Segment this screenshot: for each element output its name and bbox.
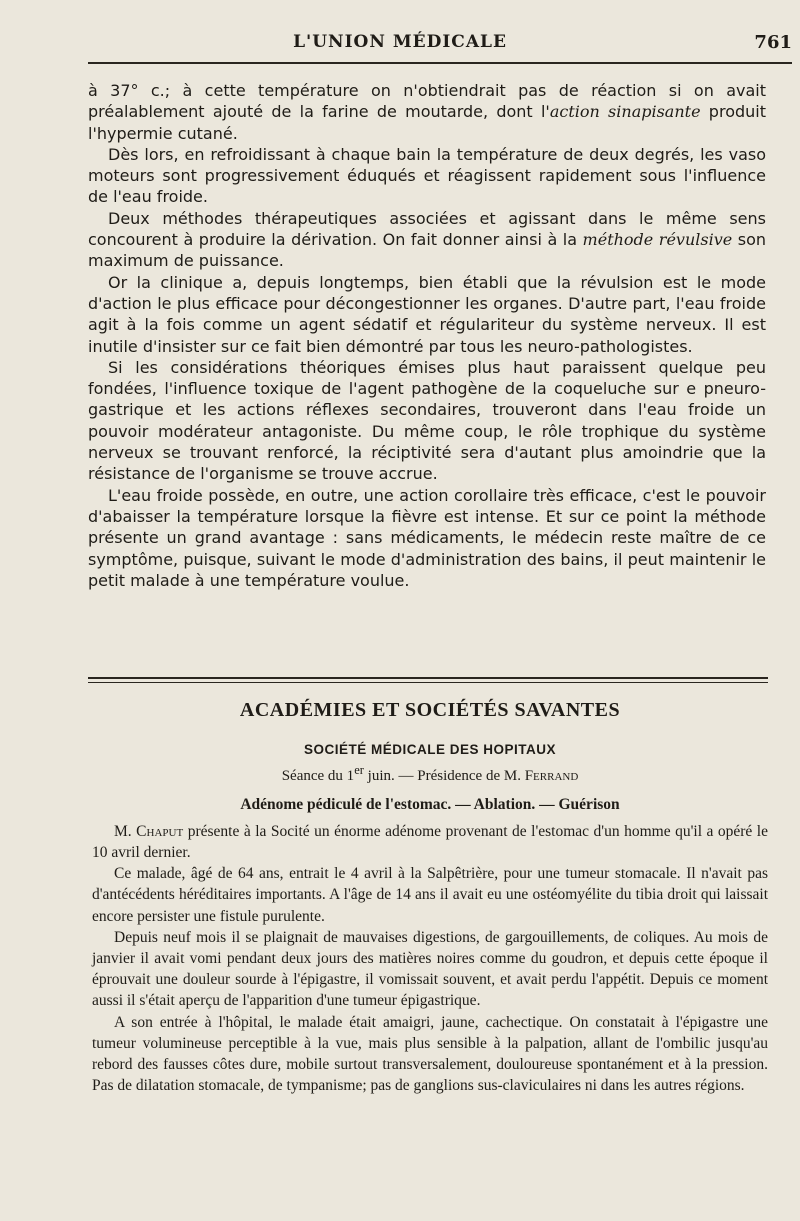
paragraph: Deux méthodes thérapeutiques associées et agissant dans le même sens concourent à produire la dérivation. On fait donner ainsi à la méthode révulsive son maximum de puissance. [88,208,767,271]
header-rule [88,62,792,64]
running-header [0,26,800,60]
paragraph: A son entrée à l'hôpital, le malade était amaigri, jaune, cachectique. On constatait à l'épigastre une tumeur volumineuse perceptible à la vue, mais plus sensible à la palpation, allant de l'ombilic jusqu'au rebord des fausses côtes dure, mobile surtout transversalement, douloureuse spontanément et à la pression. Pas de dilatation stomacale, de tympanisme; pas de ganglions sus-claviculaires ni dans les autres régions. [92,1013,768,1095]
paragraph: Si les considérations théoriques émises plus haut paraissent quelque peu fondées, l'influence toxique de l'agent pathogène de la coqueluche sur e pneuro-gastrique et les actions réflexes secondaires, trouveront dans l'eau froide un pouvoir modérateur antagoniste. Du même coup, le rôle trophique du système nerveux se trouvant renforcé, la réciptivité sera d'autant plus amoindrie que la résistance de l'organisme se trouve accrue. [88,357,766,484]
journal-title: L'UNION MÉDICALE [293,32,507,52]
society-name: SOCIÉTÉ MÉDICALE DES HOPITAUX [303,742,557,758]
paragraph: Dès lors, en refroidissant à chaque bain la température de deux degrés, les vaso moteurs sont progressivement éduqués et réagissent rapidement sous l'influence de l'eau froide. [88,144,766,207]
society-report [92,700,768,1096]
section-title: ACADÉMIES ET SOCIÉTÉS SAVANTES [239,699,621,721]
paragraph: M. Chaput présente à la Socité un énorme adénome provenant de l'estomac d'un homme qu'il a opéré le 10 avril dernier. [92,822,768,862]
italic-term: action sinapisante [549,102,701,122]
author-name: Chaput [136,822,184,840]
section-divider [88,677,768,679]
president-name: Ferrand [524,768,579,785]
article-continuation [88,80,766,591]
section-divider [88,682,768,683]
paragraph: Depuis neuf mois il se plaignait de mauvaises digestions, de gargouillements, de coliques. Au mois de janvier il avait vomi pendant deux jours des matières noires comme du goudron, et depuis cette époque il éprouvait une douleur sourde à l'épigastre, il vomissait souvent, et avait perdu l'appétit. Depuis ce moment aussi il s'était aperçu de l'apparition d'une tumeur épigastrique. [92,928,768,1010]
paragraph: Or la clinique a, depuis longtemps, bien établi que la révulsion est le mode d'action le plus efficace pour décongestionner les organes. D'autre part, l'eau froide agit à la fois comme un agent sédatif et régulariteur du système nerveux. Il est inutile d'insister sur ce fait bien démontré par tous les neuro-pathologistes. [88,272,766,356]
page-number: 761 [754,32,792,53]
paragraph: à 37° c.; à cette température on n'obtiendrait pas de réaction si on avait préalablement ajouté de la farine de moutarde, dont l'action sinapisante produit l'hypermie cutané. [88,81,766,143]
paragraph: Ce malade, âgé de 64 ans, entrait le 4 avril à la Salpêtrière, pour une tumeur stomacale. Il n'avait pas d'antécédents héréditaires importants. A l'âge de 14 ans il avait eu une ostéomyélite du tibia droit qui laissait encore persister une fistule purulente. [92,865,768,925]
article-title: Adénome pédiculé de l'estomac. — Ablation. — Guérison [240,795,620,813]
paragraph: L'eau froide possède, en outre, une action corollaire très efficace, c'est le pouvoir d'abaisser la température lorsque la fièvre est intense. Et sur ce point la méthode présente un grand avantage : sans médicaments, le médecin reste maître de ce symptôme, puisque, suivant le mode d'administration des bains, il peut maintenir le petit malade à une température voulue. [88,485,766,590]
italic-term: méthode révulsive [582,230,733,250]
session-line: Séance du 1er juin. — Présidence de M. Ferrand [281,763,579,785]
